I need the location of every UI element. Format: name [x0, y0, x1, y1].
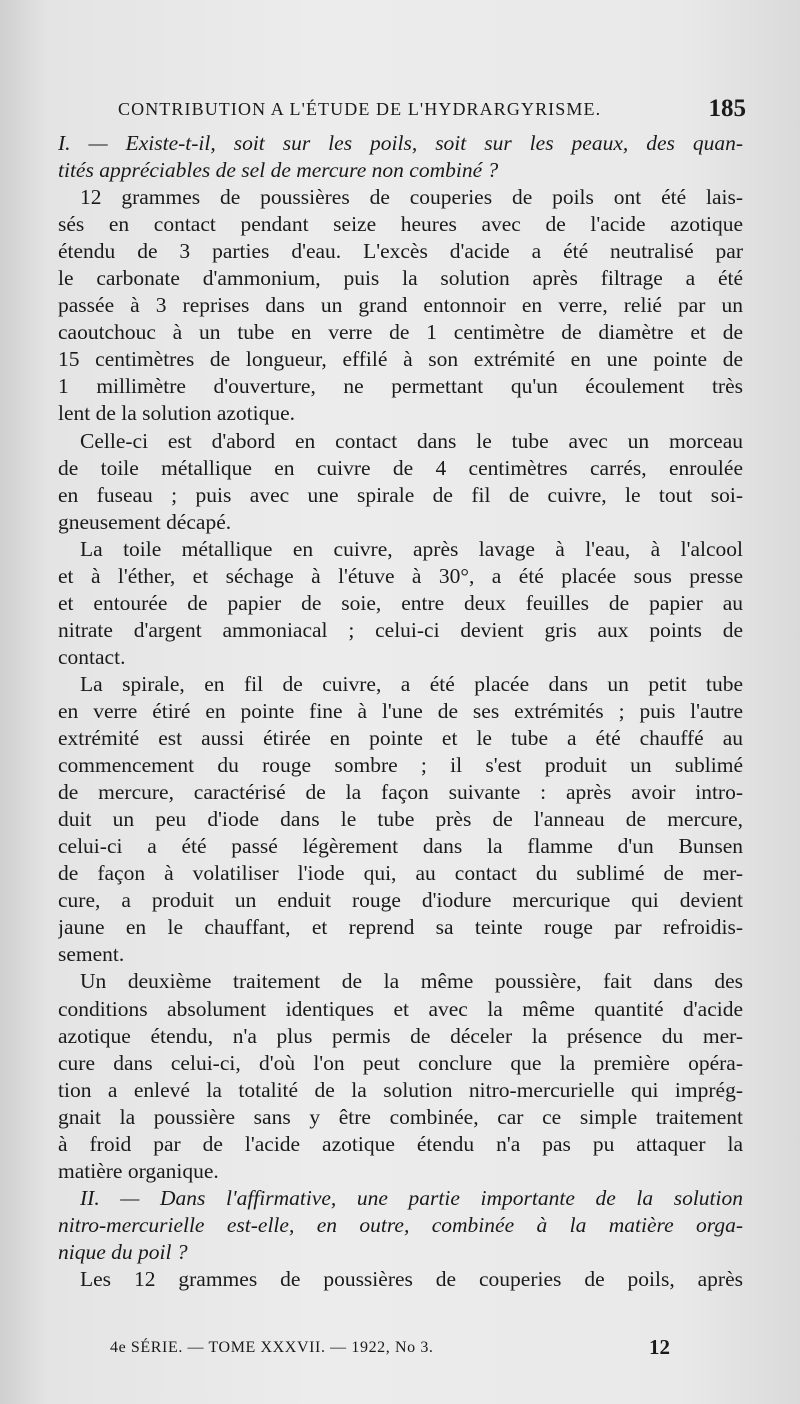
text-line: 15 centimètres de longueur, effilé à son extrémité en une pointe de — [58, 347, 743, 372]
text-line: extrémité est aussi étirée en pointe et le tube a été chauffé au — [58, 726, 743, 751]
text-line: contact. — [58, 644, 126, 669]
text-line: et entourée de papier de soie, entre deux feuilles de papier au — [58, 590, 743, 615]
text-line: nique du poil ? — [58, 1239, 188, 1264]
text-line: en verre étiré en pointe fine à l'une de ses extrémités ; puis l'autre — [58, 698, 743, 723]
text-line: matière organique. — [58, 1158, 219, 1183]
text-line: de façon à volatiliser l'iode qui, au contact du sublimé de mer- — [58, 861, 743, 886]
running-title: CONTRIBUTION A L'ÉTUDE DE L'HYDRARGYRISME. — [118, 99, 602, 119]
text-line: commencement du rouge sombre ; il s'est produit un sublimé — [58, 753, 743, 778]
page-footer — [110, 1335, 670, 1365]
text-line: nitrate d'argent ammoniacal ; celui-ci devient gris aux points de — [58, 617, 743, 642]
text-line: et à l'éther, et séchage à l'étuve à 30°, a été placée sous presse — [58, 563, 743, 588]
text-line: le carbonate d'ammonium, puis la solution après filtrage a été — [58, 266, 743, 291]
text-line: celui-ci a été passé légèrement dans la flamme d'un Bunsen — [58, 834, 743, 859]
text-line: duit un peu d'iode dans le tube près de l'anneau de mercure, — [58, 807, 743, 832]
text-line: cure, a produit un enduit rouge d'iodure mercurique qui devient — [58, 888, 743, 913]
footer-series: 4e SÉRIE. — TOME XXXVII. — 1922, No 3. — [110, 1339, 434, 1356]
text-line: I. — Existe-t-il, soit sur les poils, soit sur les peaux, des quan- — [58, 131, 743, 155]
text-line: étendu de 3 parties d'eau. L'excès d'acide a été neutralisé par — [58, 239, 743, 264]
text-line: jaune en le chauffant, et reprend sa teinte rouge par refroidis- — [58, 915, 743, 940]
text-line: Celle-ci est d'abord en contact dans le tube avec un morceau — [80, 428, 743, 453]
text-line: II. — Dans l'affirmative, une partie importante de la solution — [80, 1185, 743, 1210]
text-line: passée à 3 reprises dans un grand entonnoir en verre, relié par un — [58, 293, 743, 318]
text-line: Les 12 grammes de poussières de couperies de poils, après — [80, 1266, 743, 1291]
text-line: conditions absolument identiques et avec la même quantité d'acide — [58, 996, 743, 1021]
text-line: en fuseau ; puis avec une spirale de fil de cuivre, le tout soi- — [58, 482, 743, 507]
text-line: cure dans celui-ci, d'où l'on peut conclure que la première opéra- — [58, 1050, 743, 1075]
text-line: lent de la solution azotique. — [58, 401, 296, 426]
text-line: sement. — [58, 942, 125, 967]
text-line: nitro-mercurielle est-elle, en outre, combinée à la matière orga- — [58, 1212, 743, 1237]
text-line: gnait la poussière sans y être combinée, car ce simple traitement — [58, 1104, 743, 1129]
text-line: tion a enlevé la totalité de la solution nitro-mercurielle qui imprég- — [58, 1077, 743, 1102]
running-head — [118, 95, 746, 131]
text-line: La spirale, en fil de cuivre, a été placée dans un petit tube — [80, 671, 743, 696]
text-line: gneusement décapé. — [58, 509, 232, 534]
text-line: tités appréciables de sel de mercure non combiné ? — [58, 158, 499, 183]
text-line: azotique étendu, n'a plus permis de déceler la présence du mer- — [58, 1023, 743, 1048]
text-line: de mercure, caractérisé de la façon suivante : après avoir intro- — [58, 780, 743, 805]
text-line: Un deuxième traitement de la même poussière, fait dans des — [80, 969, 743, 994]
body-text — [58, 130, 743, 1293]
text-line: 1 millimètre d'ouverture, ne permettant qu'un écoulement très — [58, 374, 743, 399]
page-number: 185 — [708, 95, 746, 122]
text-line: de toile métallique en cuivre de 4 centimètres carrés, enroulée — [58, 455, 743, 480]
text-line: caoutchouc à un tube en verre de 1 centimètre de diamètre et de — [58, 320, 743, 345]
text-line: à froid par de l'acide azotique étendu n'a pas pu attaquer la — [58, 1131, 743, 1156]
footer-signature: 12 — [649, 1335, 670, 1359]
text-line: sés en contact pendant seize heures avec de l'acide azotique — [58, 212, 743, 237]
text-line: 12 grammes de poussières de couperies de poils ont été lais- — [80, 185, 743, 210]
text-line: La toile métallique en cuivre, après lavage à l'eau, à l'alcool — [80, 536, 743, 561]
